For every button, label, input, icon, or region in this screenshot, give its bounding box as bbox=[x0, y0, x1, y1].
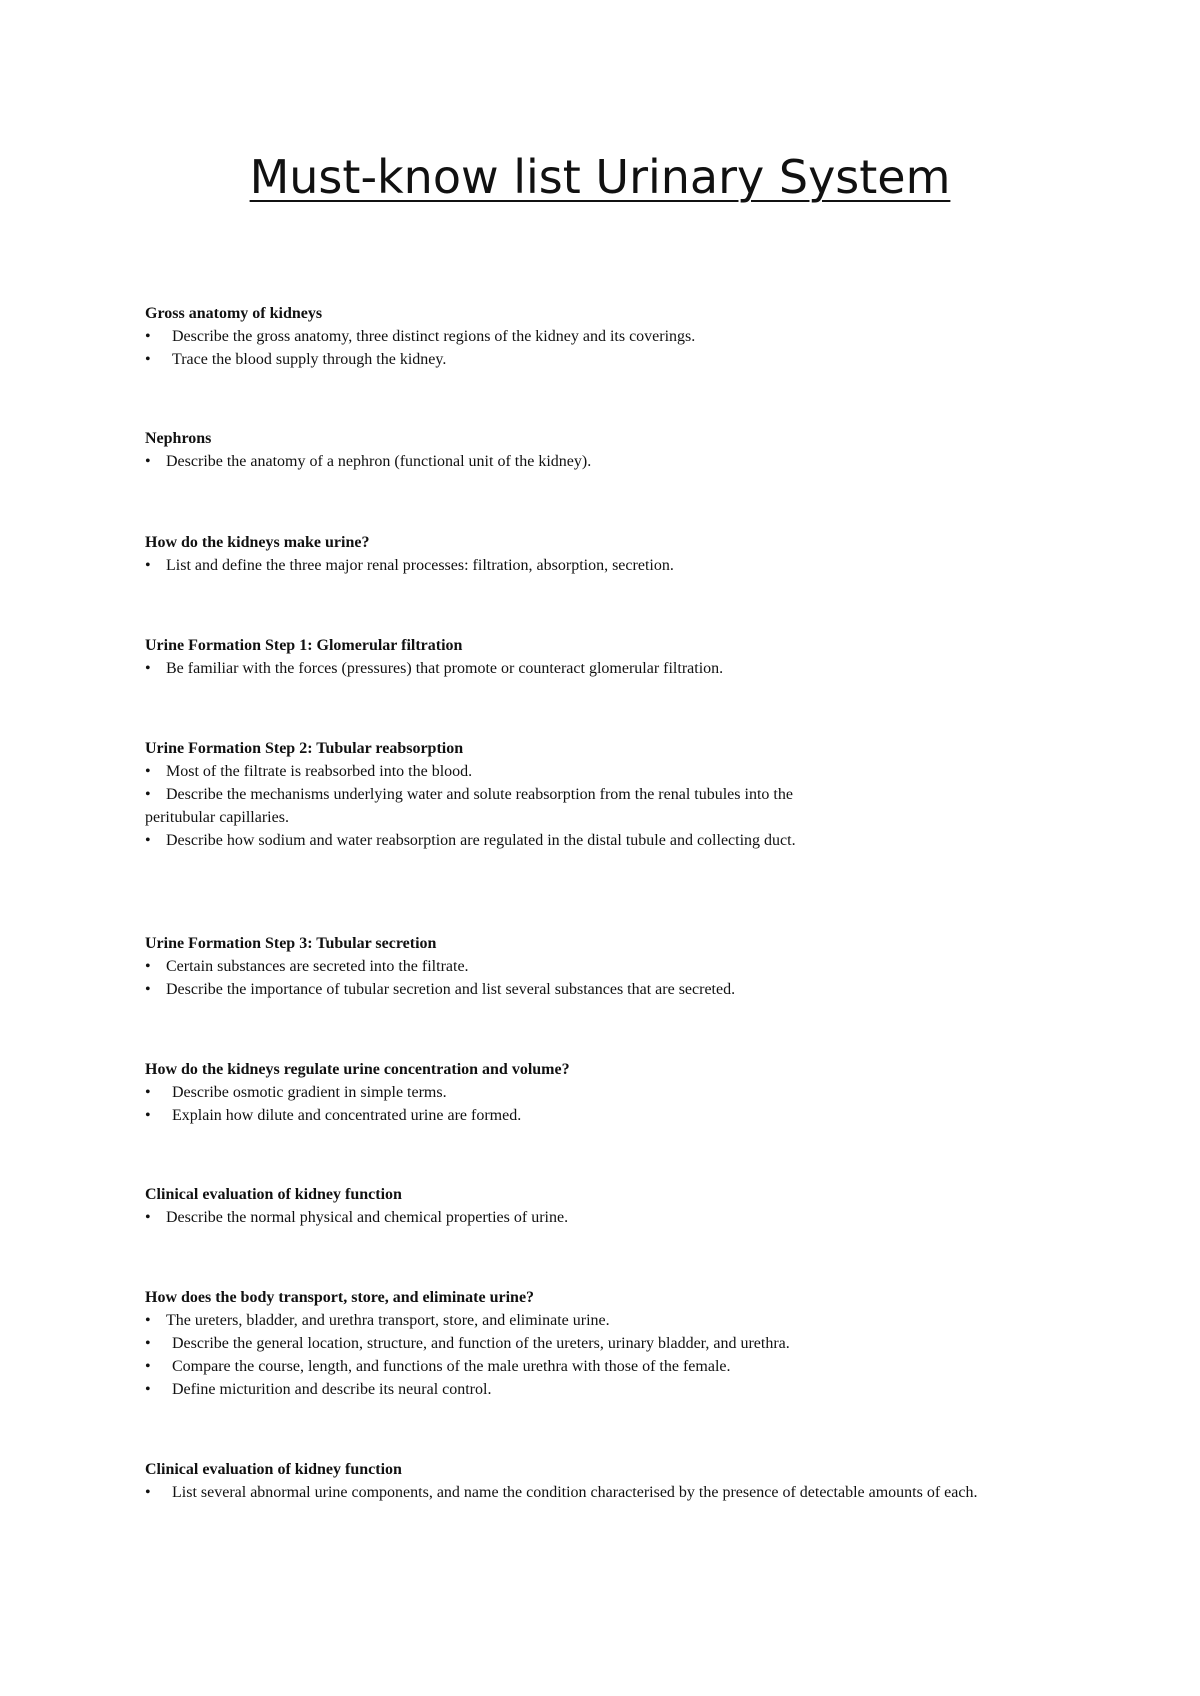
bullet-icon: • bbox=[145, 1358, 151, 1375]
list-item bbox=[145, 450, 905, 473]
bullet-icon: • bbox=[145, 1335, 151, 1352]
section-make-urine bbox=[145, 531, 905, 577]
section-heading: How do the kidneys make urine? bbox=[145, 534, 370, 551]
section-heading: Urine Formation Step 1: Glomerular filtration bbox=[145, 637, 463, 654]
section-heading: Gross anatomy of kidneys bbox=[145, 305, 323, 322]
list-item bbox=[145, 1332, 975, 1355]
list-item-text: Be familiar with the forces (pressures) that promote or counteract glomerular filtration. bbox=[166, 660, 724, 677]
list-item-text: Define micturition and describe its neural control. bbox=[172, 1381, 492, 1398]
list-item-text: List several abnormal urine components, and name the condition characterised by the presence of detectable amounts of each. bbox=[172, 1484, 978, 1501]
bullet-icon: • bbox=[145, 1312, 151, 1329]
list-item-text: Most of the filtrate is reabsorbed into the blood. bbox=[166, 763, 473, 780]
bullet-icon: • bbox=[145, 786, 151, 803]
list-item bbox=[145, 657, 905, 680]
list-item-text: The ureters, bladder, and urethra transport, store, and eliminate urine. bbox=[166, 1312, 610, 1329]
list-item bbox=[145, 1104, 905, 1127]
section-heading: Clinical evaluation of kidney function bbox=[145, 1461, 402, 1478]
list-item bbox=[145, 1206, 905, 1229]
section-transport-store-eliminate bbox=[145, 1286, 975, 1401]
list-item-text: Describe the anatomy of a nephron (functional unit of the kidney). bbox=[166, 453, 592, 470]
list-item bbox=[145, 1309, 975, 1332]
bullet-icon: • bbox=[145, 1107, 151, 1124]
list-item bbox=[145, 325, 905, 348]
section-tubular-reabsorption bbox=[145, 737, 845, 852]
section-heading: Nephrons bbox=[145, 430, 212, 447]
bullet-icon: • bbox=[145, 763, 151, 780]
page-title-text: Must-know list Urinary System bbox=[249, 150, 951, 204]
list-item-text: Certain substances are secreted into the filtrate. bbox=[166, 958, 469, 975]
section-heading: How does the body transport, store, and eliminate urine? bbox=[145, 1289, 535, 1306]
bullet-icon: • bbox=[145, 328, 151, 345]
bullet-icon: • bbox=[145, 453, 151, 470]
section-urine-concentration bbox=[145, 1058, 905, 1127]
bullet-icon: • bbox=[145, 1381, 151, 1398]
list-item bbox=[145, 348, 905, 371]
section-tubular-secretion bbox=[145, 932, 905, 1001]
list-item bbox=[145, 978, 905, 1001]
list-item bbox=[145, 783, 845, 829]
list-item bbox=[145, 760, 845, 783]
list-item-text: Describe the normal physical and chemical properties of urine. bbox=[166, 1209, 569, 1226]
bullet-icon: • bbox=[145, 832, 151, 849]
bullet-icon: • bbox=[145, 351, 151, 368]
bullet-icon: • bbox=[145, 557, 151, 574]
bullet-icon: • bbox=[145, 1084, 151, 1101]
list-item bbox=[145, 554, 905, 577]
list-item bbox=[145, 1378, 975, 1401]
list-item bbox=[145, 829, 845, 852]
section-glomerular-filtration bbox=[145, 634, 905, 680]
section-heading: Clinical evaluation of kidney function bbox=[145, 1186, 402, 1203]
bullet-icon: • bbox=[145, 958, 151, 975]
list-item bbox=[145, 1081, 905, 1104]
section-heading: Urine Formation Step 3: Tubular secretion bbox=[145, 935, 437, 952]
list-item bbox=[145, 1481, 1065, 1504]
list-item-text: Describe the gross anatomy, three distinct regions of the kidney and its coverings. bbox=[172, 328, 696, 345]
list-item-text: Describe osmotic gradient in simple terms. bbox=[172, 1084, 447, 1101]
list-item-text: Explain how dilute and concentrated urine are formed. bbox=[172, 1107, 522, 1124]
list-item bbox=[145, 1355, 975, 1378]
list-item-text: Describe the importance of tubular secretion and list several substances that are secreted. bbox=[166, 981, 736, 998]
section-heading: Urine Formation Step 2: Tubular reabsorption bbox=[145, 740, 464, 757]
section-clinical-evaluation-2 bbox=[145, 1458, 1065, 1504]
list-item-text: Trace the blood supply through the kidney. bbox=[172, 351, 447, 368]
section-nephrons bbox=[145, 427, 905, 473]
bullet-icon: • bbox=[145, 981, 151, 998]
list-item-text: Describe the general location, structure, and function of the ureters, urinary bladder, and urethra. bbox=[172, 1335, 790, 1352]
bullet-icon: • bbox=[145, 1484, 151, 1501]
section-gross-anatomy bbox=[145, 302, 905, 371]
list-item-text: Compare the course, length, and functions of the male urethra with those of the female. bbox=[172, 1358, 731, 1375]
section-heading: How do the kidneys regulate urine concentration and volume? bbox=[145, 1061, 570, 1078]
bullet-icon: • bbox=[145, 660, 151, 677]
list-item-text: List and define the three major renal processes: filtration, absorption, secretion. bbox=[166, 557, 674, 574]
list-item-text: Describe how sodium and water reabsorption are regulated in the distal tubule and collecting duct. bbox=[166, 832, 796, 849]
list-item-text: Describe the mechanisms underlying water and solute reabsorption from the renal tubules into the peritubular capillaries. bbox=[145, 786, 793, 826]
bullet-icon: • bbox=[145, 1209, 151, 1226]
page-title bbox=[0, 150, 1200, 204]
list-item bbox=[145, 955, 905, 978]
section-clinical-evaluation-1 bbox=[145, 1183, 905, 1229]
